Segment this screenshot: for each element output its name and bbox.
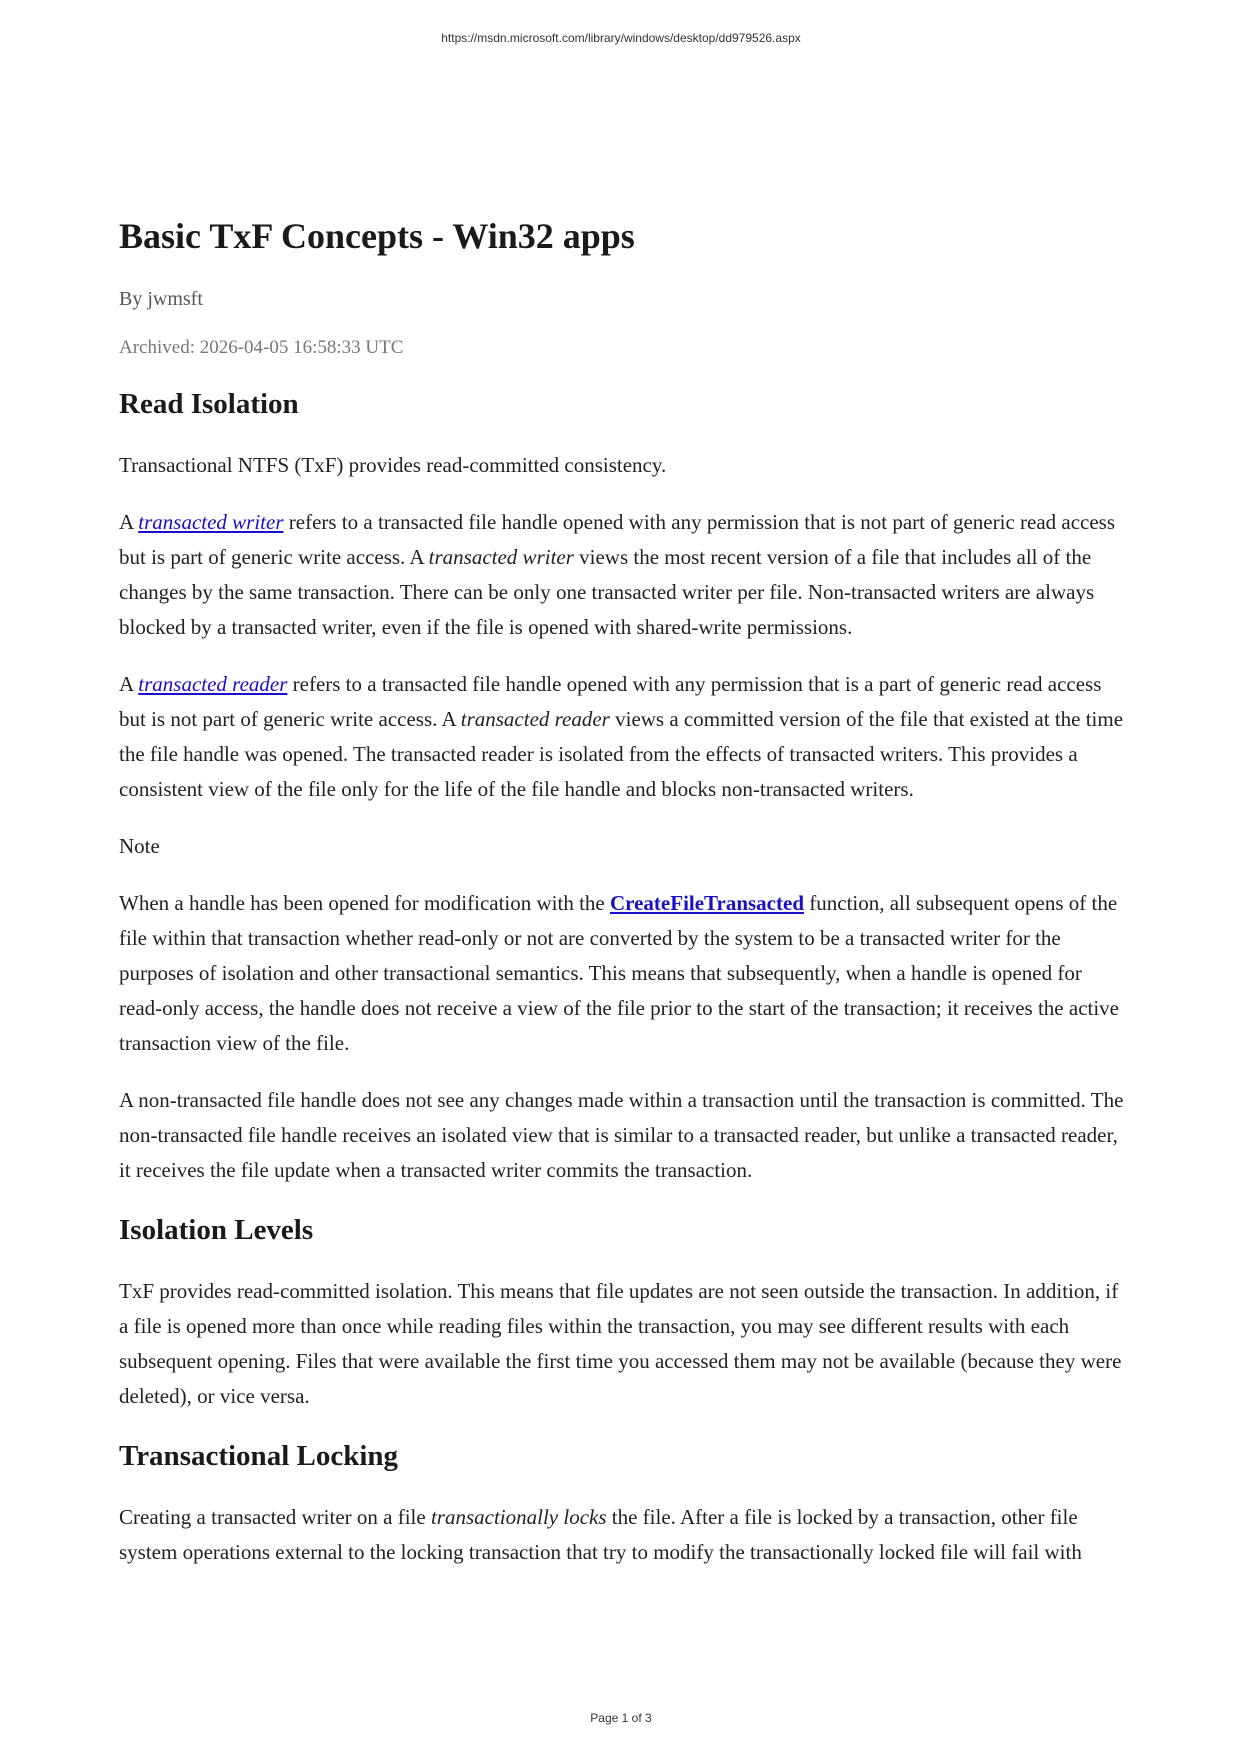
note-label: Note [119,834,160,858]
paragraph [119,1500,1129,1570]
emphasis: transacted writer [428,545,574,569]
emphasis: transacted reader [460,707,610,731]
page-url: https://msdn.microsoft.com/library/windows/desktop/dd979526.aspx [441,31,801,45]
text: When a handle has been opened for modification with the [119,891,610,915]
text: function, all subsequent opens of the file within that transaction whether read-only or not are converted by the system to be a transacted writer for the purposes of isolation and other transactional semantics. This means that subsequently, when a handle is opened for read-only access, the handle does not receive a view of the file prior to the start of the transaction; it receives the active transaction view of the file. [119,891,1120,1055]
article [119,212,1129,1570]
heading-read-isolation: Read Isolation [119,388,299,420]
text: views a committed version of the file that existed at the time the file handle was opened. The transacted reader is isolated from the effects of transacted writers. This provides a consistent view of the file only for the life of the file handle and blocks non-transacted writers. [119,707,1124,801]
emphasis: transactionally locks [430,1505,607,1529]
paragraph [119,886,1129,1061]
byline: By jwmsft [119,288,203,310]
transacted-reader-link[interactable]: transacted reader [138,672,288,696]
heading-transactional-locking: Transactional Locking [119,1440,399,1472]
paragraph: Transactional NTFS (TxF) provides read-committed consistency. [119,453,667,477]
text: Creating a transacted writer on a file [119,1505,431,1529]
paragraph [119,667,1129,807]
text: the file. After a file is locked by a transaction, other file system operations external to the locking transaction that try to modify the transactionally locked file will fail with [119,1505,1082,1564]
paragraph: TxF provides read-committed isolation. This means that file updates are not seen outside the transaction. In addition, if a file is opened more than once while reading files within the transaction, you may see different results with each subsequent opening. Files that were available the first time you accessed them may not be available (because they were deleted), or vice versa. [119,1279,1122,1408]
page-title: Basic TxF Concepts - Win32 apps [119,216,635,256]
text: A [119,510,139,534]
text: views the most recent version of a file that includes all of the changes by the same transaction. There can be only one transacted writer per file. Non-transacted writers are always blocked by a transacted writer, even if the file is opened with shared-write permissions. [119,545,1095,639]
paragraph [119,505,1129,645]
archived-timestamp: Archived: 2026-04-05 16:58:33 UTC [119,337,404,358]
createfiletransacted-link[interactable]: CreateFileTransacted [610,891,804,915]
heading-isolation-levels: Isolation Levels [119,1214,314,1246]
text: refers to a transacted file handle opened with any permission that is not part of generic read access but is part of generic write access. A [119,510,1116,569]
text: refers to a transacted file handle opened with any permission that is a part of generic read access but is not part of generic write access. A [119,672,1102,731]
paragraph: A non-transacted file handle does not see any changes made within a transaction until the transaction is committed. The non-transacted file handle receives an isolated view that is similar to a transacted reader, but unlike a transacted reader, it receives the file update when a transacted writer commits the transaction. [119,1088,1124,1182]
text: A [119,672,139,696]
transacted-writer-link[interactable]: transacted writer [138,510,284,534]
page-number: Page 1 of 3 [590,1711,652,1725]
